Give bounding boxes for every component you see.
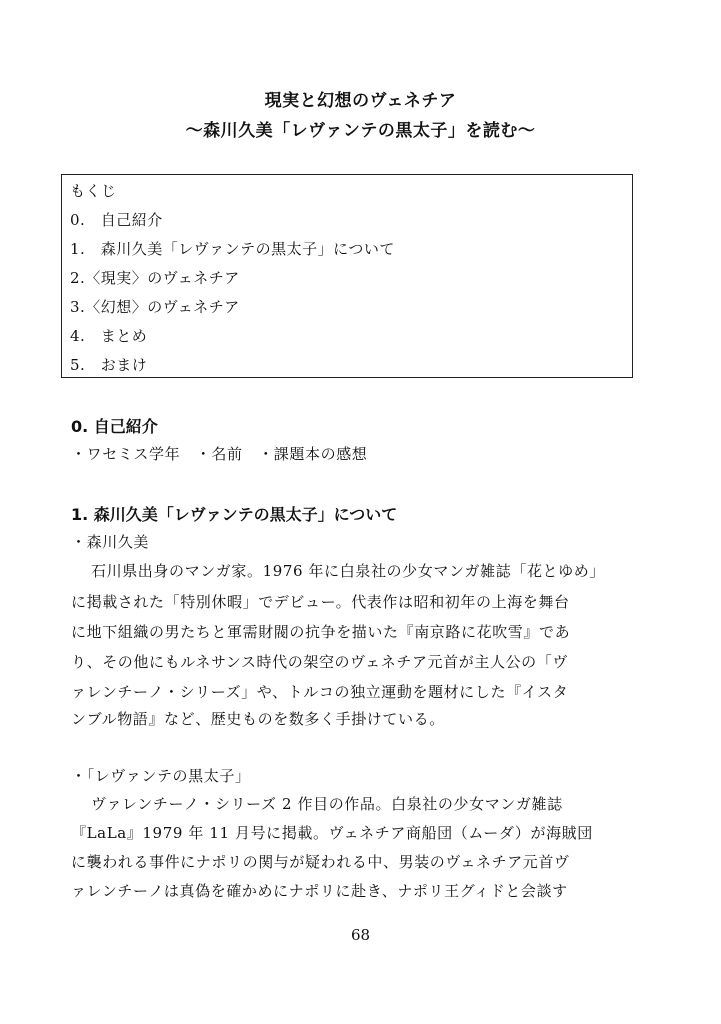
toc-item: 5. おまけ (70, 356, 148, 374)
table-of-contents (61, 174, 633, 378)
page-number: 68 (350, 926, 371, 944)
paragraph-line: り、その他にもルネサンス時代の架空のヴェネチア元首が主人公の「ヴ (71, 653, 568, 671)
document-subtitle: 〜森川久美「レヴァンテの黒太子」を読む〜 (185, 121, 536, 141)
toc-item: 1. 森川久美「レヴァンテの黒太子」について (70, 240, 395, 258)
paragraph-line: に地下組織の男たちと軍需財閥の抗争を描いた『南京路に花吹雪』であ (71, 623, 571, 641)
section-bullets: ・ワセミス学年 ・名前 ・課題本の感想 (71, 445, 368, 463)
paragraph-line: ァレンチーノは真偽を確かめにナポリに赴き、ナポリ王グィドと会談す (71, 882, 568, 900)
paragraph-line: に襲われる事件にナポリの関与が疑われる中、男装のヴェネチア元首ヴ (71, 853, 570, 871)
paragraph-line: 石川県出身のマンガ家。1976 年に白泉社の少女マンガ雑誌「花とゆめ」 (91, 562, 605, 580)
paragraph-line: ンブル物語』など、歴史ものを数多く手掛けている。 (71, 710, 445, 728)
paragraph-line: ァレンチーノ・シリーズ」や、トルコの独立運動を題材にした『イスタ (71, 683, 569, 701)
subsection-label: ・森川久美 (71, 533, 150, 551)
toc-item: 2.〈現実〉のヴェネチア (70, 269, 240, 287)
toc-label: もくじ (70, 182, 117, 200)
section-heading: 0. 自己紹介 (71, 417, 158, 436)
paragraph-line: 『LaLa』1979 年 11 月号に掲載。ヴェネチア商船団（ムーダ）が海賊団 (71, 824, 593, 842)
toc-item: 3.〈幻想〉のヴェネチア (70, 298, 240, 316)
toc-item: 0. 自己紹介 (70, 211, 163, 229)
document-title: 現実と幻想のヴェネチア (264, 91, 457, 111)
subsection-label: ・「レヴァンテの黒太子」 (71, 767, 251, 785)
section-heading: 1. 森川久美「レヴァンテの黒太子」について (71, 505, 398, 524)
paragraph-line: に掲載された「特別休暇」でデビュー。代表作は昭和初年の上海を舞台 (71, 593, 570, 611)
toc-item: 4. まとめ (70, 327, 148, 345)
paragraph-line: ヴァレンチーノ・シリーズ 2 作目の作品。白泉社の少女マンガ雑誌 (91, 795, 563, 813)
